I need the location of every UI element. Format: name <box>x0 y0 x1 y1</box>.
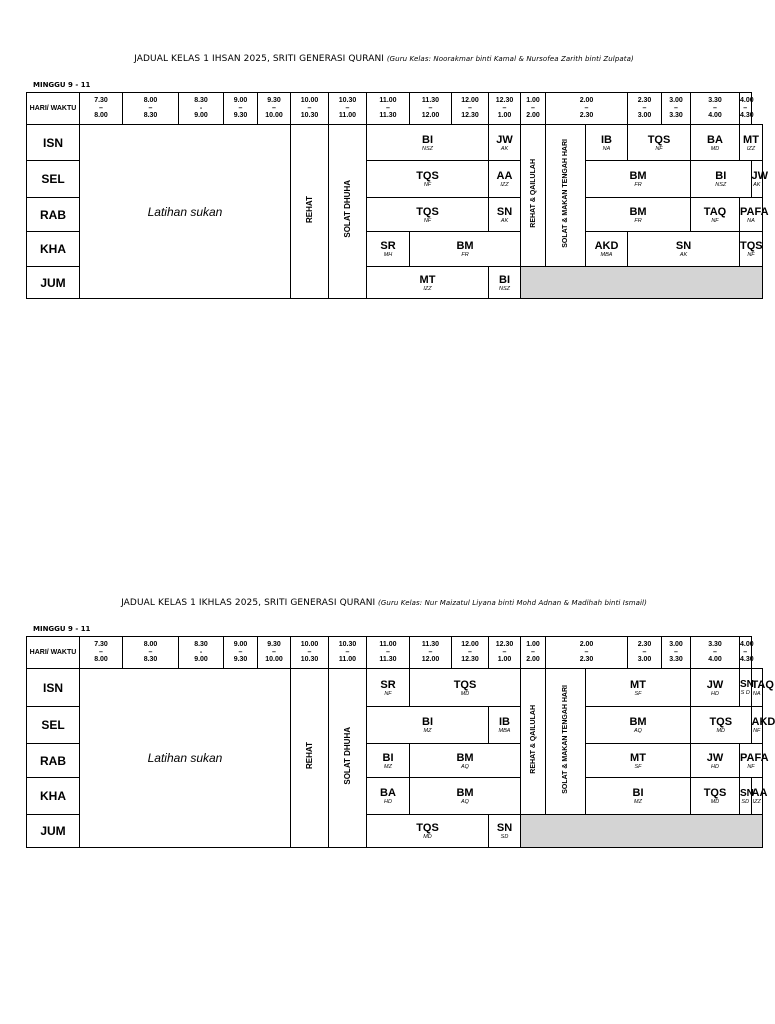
sports-training: Latihan sukan <box>80 669 291 848</box>
lesson-cell: TQS NF <box>367 198 489 232</box>
day-label: ISN <box>27 669 80 707</box>
lesson-cell: IB MBA <box>489 707 521 744</box>
lunch-prayer-column: SOLAT & MAKAN TENGAH HARI <box>546 669 586 815</box>
lesson-cell: PAFA NF <box>740 744 763 778</box>
day-time-header: HARI/ WAKTU <box>27 93 80 125</box>
time-slot: 2.30 – 3.00 <box>628 637 662 669</box>
lesson-cell: BI MZ <box>367 707 489 744</box>
day-label: KHA <box>27 232 80 267</box>
rest-qailulah-column: REHAT & QAILULAH <box>521 125 546 267</box>
row-isn <box>27 125 763 161</box>
time-slot: 10.30 – 11.00 <box>329 637 367 669</box>
week-label: MINGGU 9 - 11 <box>33 625 91 633</box>
time-slot: 8.00 – 8.30 <box>123 93 179 125</box>
lesson-cell: BM AQ <box>410 744 521 778</box>
day-label: SEL <box>27 707 80 744</box>
lesson-cell: JW HD <box>691 669 740 707</box>
row-isn <box>27 669 763 707</box>
header-row <box>27 93 763 125</box>
time-slot: 4.00 – 4.30 <box>740 93 752 125</box>
lesson-cell: TQS MD <box>367 815 489 848</box>
lesson-cell: TQS NF <box>367 161 489 198</box>
lesson-cell: TQS MD <box>410 669 521 707</box>
lesson-cell: MT SF <box>586 744 691 778</box>
time-slot: 11.30 – 12.00 <box>410 637 452 669</box>
time-slot: 3.30 – 4.00 <box>691 637 740 669</box>
time-slot: 10.30 – 11.00 <box>329 93 367 125</box>
lesson-cell: SN AK <box>489 198 521 232</box>
day-label: KHA <box>27 778 80 815</box>
lesson-cell: SR MH <box>367 232 410 267</box>
time-slot: 2.30 – 3.00 <box>628 93 662 125</box>
timetable-title <box>0 53 768 64</box>
lesson-cell: MT IZZ <box>740 125 763 161</box>
lesson-cell: BM FR <box>410 232 521 267</box>
lesson-cell: BI MZ <box>586 778 691 815</box>
time-slot: 9.30 – 10.00 <box>258 637 291 669</box>
day-label: ISN <box>27 125 80 161</box>
time-slot: 2.00 – 2.30 <box>546 637 628 669</box>
day-label: JUM <box>27 815 80 848</box>
time-slot: 8.30 - 9.00 <box>179 637 224 669</box>
lesson-cell: SN AK <box>628 232 740 267</box>
lesson-cell: TQS NF <box>740 232 763 267</box>
time-slot: 11.30 – 12.00 <box>410 93 452 125</box>
time-slot: 11.00 – 11.30 <box>367 93 410 125</box>
no-class-area <box>521 267 763 299</box>
day-label: RAB <box>27 198 80 232</box>
time-slot: 3.00 – 3.30 <box>662 637 691 669</box>
lesson-cell: JW HD <box>691 744 740 778</box>
lesson-cell: TQS MD <box>691 707 752 744</box>
lesson-cell: PAFA NA <box>740 198 763 232</box>
lesson-cell: BA MD <box>691 125 740 161</box>
lesson-cell: BI NSZ <box>367 125 489 161</box>
day-label: JUM <box>27 267 80 299</box>
no-class-area <box>521 815 763 848</box>
time-slot: 7.30 – 8.00 <box>80 637 123 669</box>
lesson-cell: BI NSZ <box>489 267 521 299</box>
lesson-cell: SN S D <box>740 669 752 707</box>
lesson-cell: SR NF <box>367 669 410 707</box>
time-slot: 3.00 – 3.30 <box>662 93 691 125</box>
time-slot: 12.30 – 1.00 <box>489 93 521 125</box>
recess-column: REHAT <box>291 125 329 299</box>
lesson-cell: IB NA <box>586 125 628 161</box>
timetable-ihsan <box>26 92 769 299</box>
class-teachers: (Guru Kelas: Noorakmar binti Kamal & Nursofea Zarith binti Zulpata) <box>386 55 634 63</box>
day-label: SEL <box>27 161 80 198</box>
time-slot: 2.00 – 2.30 <box>546 93 628 125</box>
day-label: RAB <box>27 744 80 778</box>
timetable-title <box>0 597 768 608</box>
time-slot: 10.00 – 10.30 <box>291 93 329 125</box>
dhuha-prayer-column: SOLAT DHUHA <box>329 125 367 299</box>
lesson-cell: BA HD <box>367 778 410 815</box>
time-slot: 12.00 – 12.30 <box>452 93 489 125</box>
lesson-cell: TAQ NA <box>751 669 763 707</box>
lesson-cell: MT IZZ <box>367 267 489 299</box>
time-slot: 10.00 – 10.30 <box>291 637 329 669</box>
lesson-cell: TAQ NF <box>691 198 740 232</box>
recess-column: REHAT <box>291 669 329 848</box>
class-title: JADUAL KELAS 1 IKHLAS 2025, SRITI GENERASI QURANI <box>121 598 376 608</box>
time-slot: 9.30 – 10.00 <box>258 93 291 125</box>
lesson-cell: BM AQ <box>410 778 521 815</box>
lesson-cell: BM FR <box>586 198 691 232</box>
lesson-cell: BI MZ <box>367 744 410 778</box>
day-time-header: HARI/ WAKTU <box>27 637 80 669</box>
lesson-cell: BM AQ <box>586 707 691 744</box>
time-slot: 1.00 – 2.00 <box>521 93 546 125</box>
lesson-cell: AA IZZ <box>489 161 521 198</box>
header-row <box>27 637 763 669</box>
time-slot: 7.30 – 8.00 <box>80 93 123 125</box>
time-slot: 9.00 – 9.30 <box>224 637 258 669</box>
lesson-cell: AKD NF <box>751 707 763 744</box>
lunch-prayer-column: SOLAT & MAKAN TENGAH HARI <box>546 125 586 267</box>
lesson-cell: TQS MD <box>691 778 740 815</box>
class-teachers: (Guru Kelas: Nur Maizatul Liyana binti Mohd Adnan & Madihah binti Ismail) <box>378 599 647 607</box>
lesson-cell: TQS NF <box>628 125 691 161</box>
week-label: MINGGU 9 - 11 <box>33 81 91 89</box>
time-slot: 3.30 – 4.00 <box>691 93 740 125</box>
class-title: JADUAL KELAS 1 IHSAN 2025, SRITI GENERASI QURANI <box>134 54 385 64</box>
dhuha-prayer-column: SOLAT DHUHA <box>329 669 367 848</box>
lesson-cell: AKD MBA <box>586 232 628 267</box>
lesson-cell: MT SF <box>586 669 691 707</box>
time-slot: 1.00 – 2.00 <box>521 637 546 669</box>
rest-qailulah-column: REHAT & QAILULAH <box>521 669 546 815</box>
lesson-cell: BM FR <box>586 161 691 198</box>
time-slot: 12.00 – 12.30 <box>452 637 489 669</box>
lesson-cell: SN SD <box>740 778 752 815</box>
time-slot: 8.00 – 8.30 <box>123 637 179 669</box>
timetable-ikhlas <box>26 636 775 848</box>
lesson-cell: AA IZZ <box>751 778 763 815</box>
lesson-cell: SN SD <box>489 815 521 848</box>
time-slot: 11.00 – 11.30 <box>367 637 410 669</box>
lesson-cell: BI NSZ <box>691 161 752 198</box>
lesson-cell: JW AK <box>489 125 521 161</box>
time-slot: 12.30 – 1.00 <box>489 637 521 669</box>
time-slot: 8.30 - 9.00 <box>179 93 224 125</box>
lesson-cell: JW AK <box>751 161 763 198</box>
time-slot: 4.00 – 4.30 <box>740 637 752 669</box>
sports-training: Latihan sukan <box>80 125 291 299</box>
time-slot: 9.00 – 9.30 <box>224 93 258 125</box>
